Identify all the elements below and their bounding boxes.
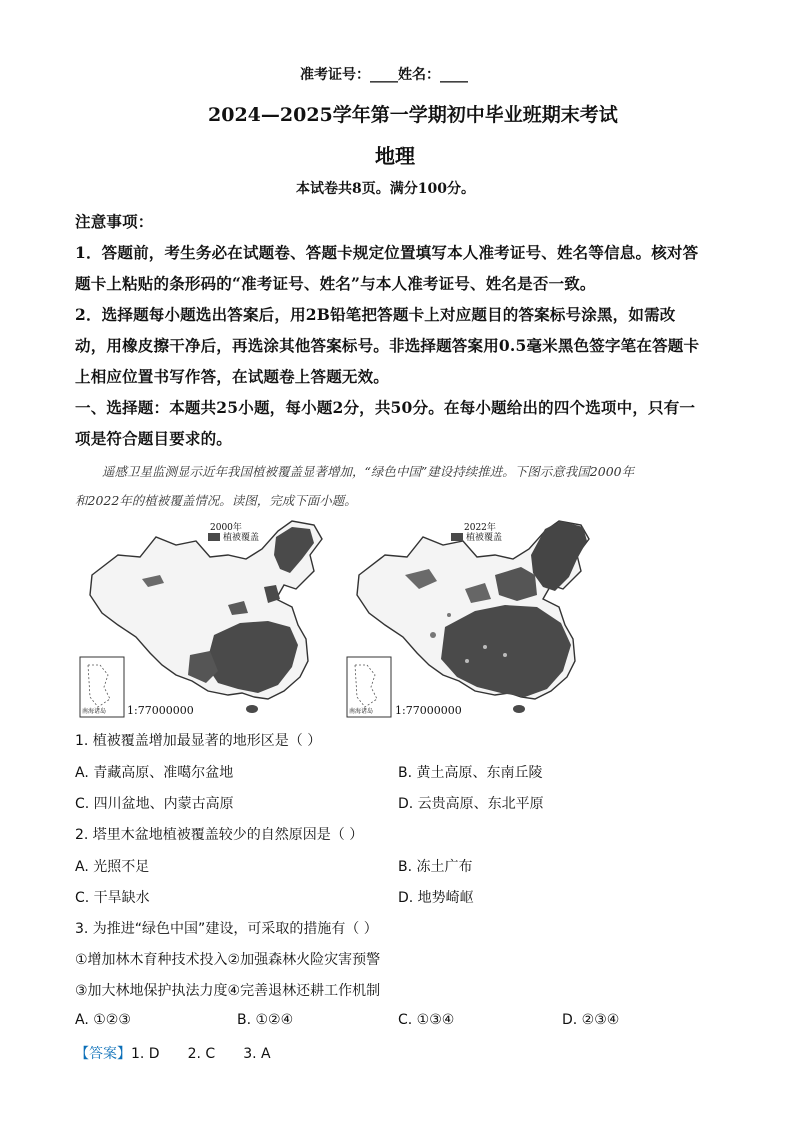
option-b: B. 冻土广布: [398, 859, 473, 875]
ticket-line: 准考证号：____姓名：____: [300, 67, 468, 83]
passage-line: 和2022年的植被覆盖情况。读图，完成下面小题。: [75, 493, 357, 508]
answer-line: [75, 1043, 271, 1063]
vegetation-south-central: [441, 605, 571, 697]
exam-summary: 本试卷共8页。满分100分。: [296, 181, 475, 197]
vegetation-dot: [465, 659, 469, 663]
question-stem: 3. 为推进“绿色中国”建设，可采取的措施有（ ）: [75, 921, 378, 937]
answer-item: 2. C: [187, 1046, 216, 1062]
option-a: A. ①②③: [75, 1012, 131, 1028]
notice-heading: 注意事项：: [75, 212, 154, 231]
option-d: D. ②③④: [562, 1012, 620, 1028]
map-scale: 1:77000000: [395, 704, 462, 717]
vegetation-dot: [430, 632, 436, 638]
hainan-island: [513, 705, 525, 713]
subject-title: 地理: [375, 144, 415, 168]
passage-line: 遥感卫星监测显示近年我国植被覆盖显著增加，“绿色中国”建设持续推进。下图示意我国2000年: [102, 464, 635, 479]
vegetation-dot: [447, 613, 451, 617]
statement-line: ③加大林地保护执法力度④完善退林还耕工作机制: [75, 983, 381, 999]
legend-swatch: [208, 533, 220, 541]
notice-line: 动，用橡皮擦干净后，再选涂其他答案标号。非选择题答案用0.5毫米黑色签字笔在答题卡: [75, 336, 700, 355]
vegetation-northeast: [531, 521, 587, 591]
answer-tag: 【答案】: [75, 1046, 131, 1062]
notice-line: 2．选择题每小题选出答案后，用2B铅笔把答题卡上对应题目的答案标号涂黑，如需改: [75, 305, 676, 324]
notice-line: 题卡上粘贴的条形码的“准考证号、姓名”与本人准考证号、姓名是否一致。: [75, 274, 596, 293]
section-heading: 一、选择题：本题共25小题，每小题2分，共50分。在每小题给出的四个选项中，只有一: [75, 398, 696, 417]
option-c: C. ①③④: [398, 1012, 455, 1028]
map-inset-label: 南海诸岛: [349, 708, 374, 715]
map-year-label: 2022年: [464, 523, 496, 533]
map-scale: 1:77000000: [127, 704, 194, 717]
vegetation-dot: [503, 653, 507, 657]
map-legend-label: 植被覆盖: [223, 533, 260, 543]
vegetation-map-2022: [345, 515, 597, 720]
map-inset-label: 南海诸岛: [82, 708, 107, 715]
notice-line: 上相应位置书写作答，在试题卷上答题无效。: [75, 367, 390, 386]
question-stem: 1. 植被覆盖增加最显著的地形区是（ ）: [75, 733, 322, 749]
option-c: C. 干旱缺水: [75, 890, 150, 906]
option-c: C. 四川盆地、内蒙古高原: [75, 796, 234, 812]
statement-line: ①增加林木育种技术投入②加强森林火险灾害预警: [75, 952, 381, 968]
option-d: D. 地势崎岖: [398, 890, 474, 906]
notice-line: 1．答题前，考生务必在试题卷、答题卡规定位置填写本人准考证号、姓名等信息。核对答: [75, 243, 699, 262]
section-heading-cont: 项是符合题目要求的。: [75, 429, 233, 448]
answer-item: 3. A: [243, 1046, 271, 1062]
exam-title: 2024—2025学年第一学期初中毕业班期末考试: [208, 104, 618, 126]
option-d: D. 云贵高原、东北平原: [398, 796, 544, 812]
option-a: A. 光照不足: [75, 859, 150, 875]
question-stem: 2. 塔里木盆地植被覆盖较少的自然原因是（ ）: [75, 827, 364, 843]
map-year-label: 2000年: [210, 523, 242, 533]
vegetation-dot: [483, 645, 487, 649]
hainan-island: [246, 705, 258, 713]
option-b: B. 黄土高原、东南丘陵: [398, 765, 543, 781]
legend-swatch: [451, 533, 463, 541]
option-b: B. ①②④: [237, 1012, 294, 1028]
answer-item: 1. D: [131, 1046, 160, 1062]
option-a: A. 青藏高原、准噶尔盆地: [75, 765, 234, 781]
vegetation-map-2000: [78, 515, 330, 720]
map-legend-label: 植被覆盖: [466, 533, 503, 543]
